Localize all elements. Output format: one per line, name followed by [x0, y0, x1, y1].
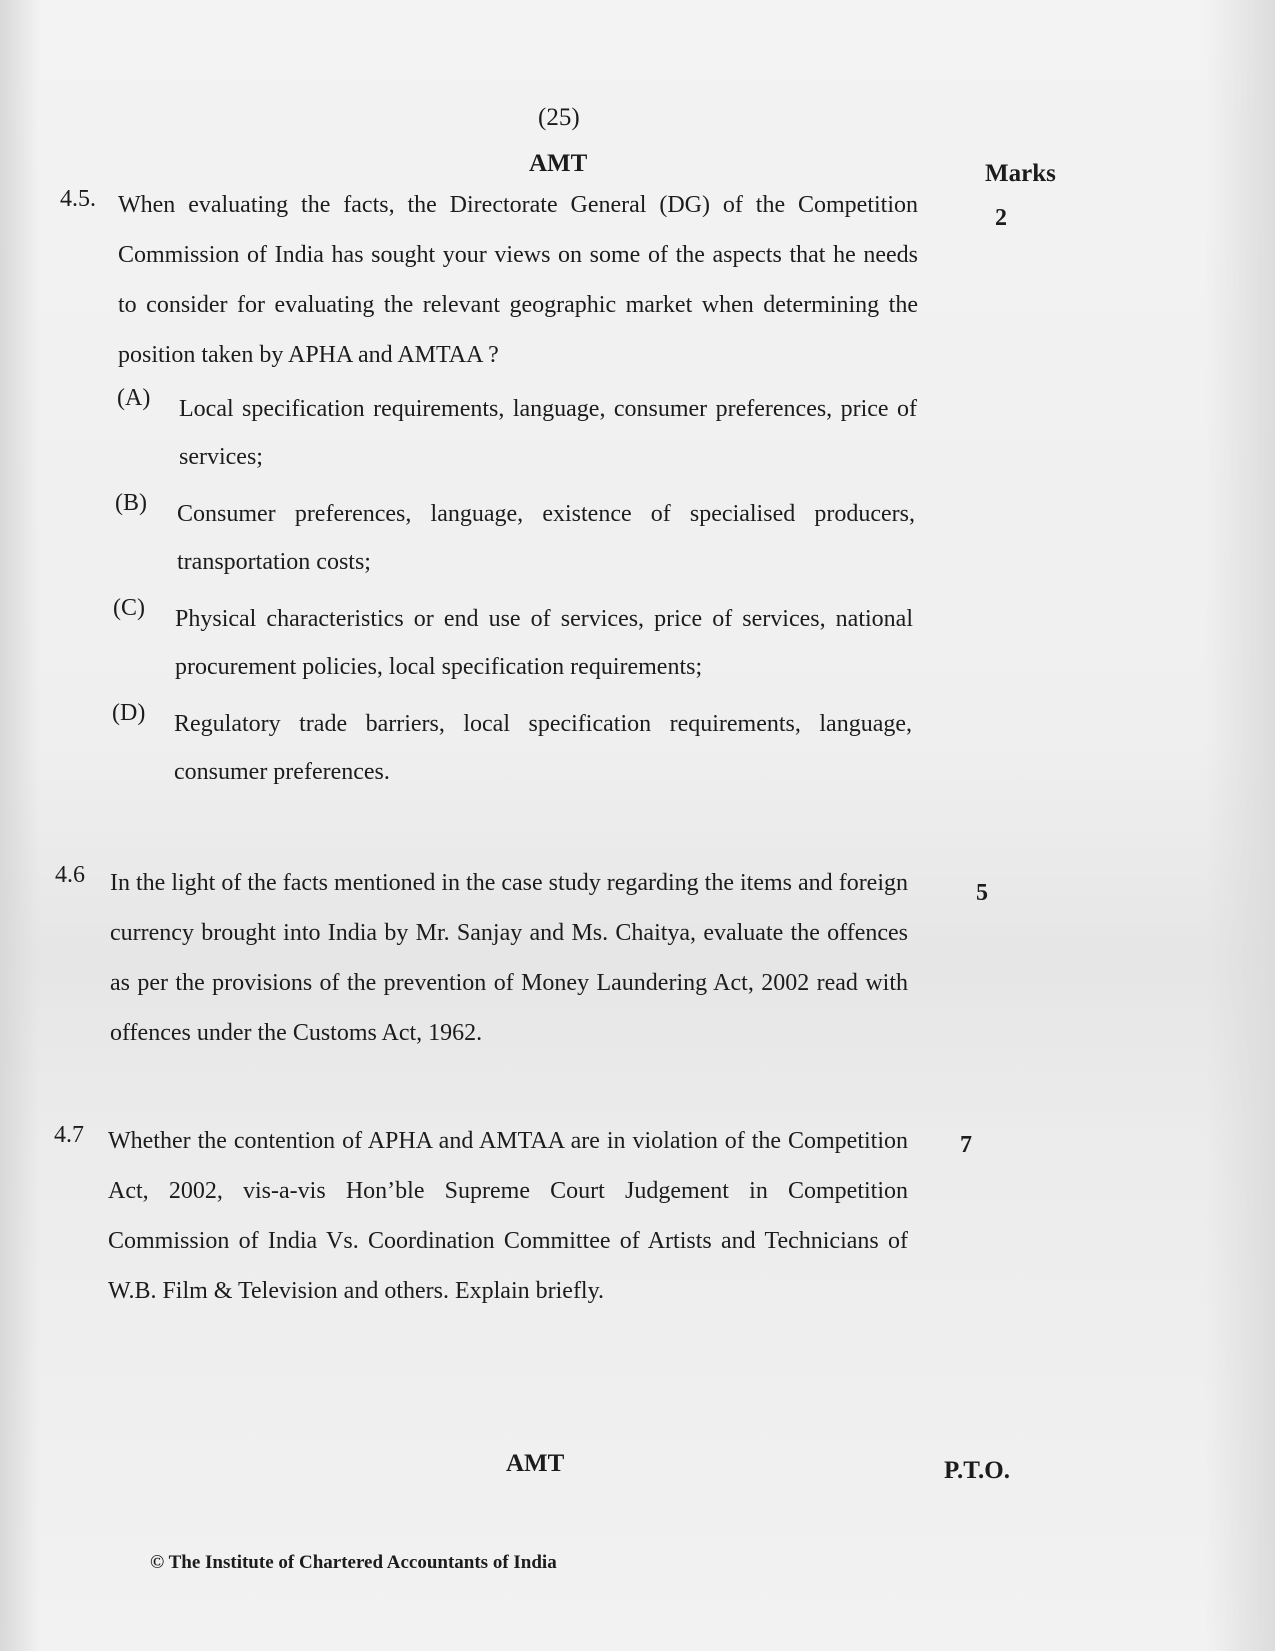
scan-shadow-right	[1205, 0, 1275, 1651]
question-number: 4.5.	[60, 186, 96, 212]
option-label: (D)	[112, 700, 146, 726]
scan-shadow-left	[0, 0, 40, 1651]
option-label: (C)	[113, 595, 145, 621]
option-text: Physical characteristics or end use of services, price of services, national procurement policies, local specification requirements;	[175, 606, 913, 680]
paper-code-header: AMT	[529, 150, 588, 177]
paper-code-footer: AMT	[506, 1450, 565, 1477]
option-text: Local specification requirements, language, consumer preferences, price of services;	[179, 396, 917, 470]
option-label: (A)	[117, 385, 151, 411]
question-marks: 5	[976, 880, 988, 906]
option-label: (B)	[115, 490, 147, 516]
question-number: 4.6	[55, 862, 85, 888]
copyright-notice: © The Institute of Chartered Accountants of India	[150, 1552, 557, 1573]
question-text: In the light of the facts mentioned in the case study regarding the items and foreign currency brought into India by Mr. Sanjay and Ms. Chaitya, evaluate the offences as per the provisions of the prevention of Money Laundering Act, 2002 read with offences under the Customs Act, 1962.	[110, 870, 908, 1046]
option-text: Consumer preferences, language, existence of specialised producers, transportation costs;	[177, 501, 915, 575]
question-text: When evaluating the facts, the Directorate General (DG) of the Competition Commission of India has sought your views on some of the aspects that he needs to consider for evaluating the relevant geographic market when determining the position taken by APHA and AMTAA ?	[118, 192, 918, 368]
question-marks: 7	[960, 1132, 972, 1158]
pto-label: P.T.O.	[944, 1457, 1010, 1484]
question-marks: 2	[995, 205, 1007, 231]
marks-heading: Marks	[985, 160, 1056, 187]
question-number: 4.7	[54, 1122, 84, 1148]
option-text: Regulatory trade barriers, local specification requirements, language, consumer preferences.	[174, 711, 912, 785]
question-text: Whether the contention of APHA and AMTAA are in violation of the Competition Act, 2002, vis-a-vis Hon’ble Supreme Court Judgement in Competition Commission of India Vs. Coordination Committee of Artists and Technicians of W.B. Film & Television and others. Explain briefly.	[108, 1128, 908, 1304]
page-number: (25)	[538, 104, 580, 131]
